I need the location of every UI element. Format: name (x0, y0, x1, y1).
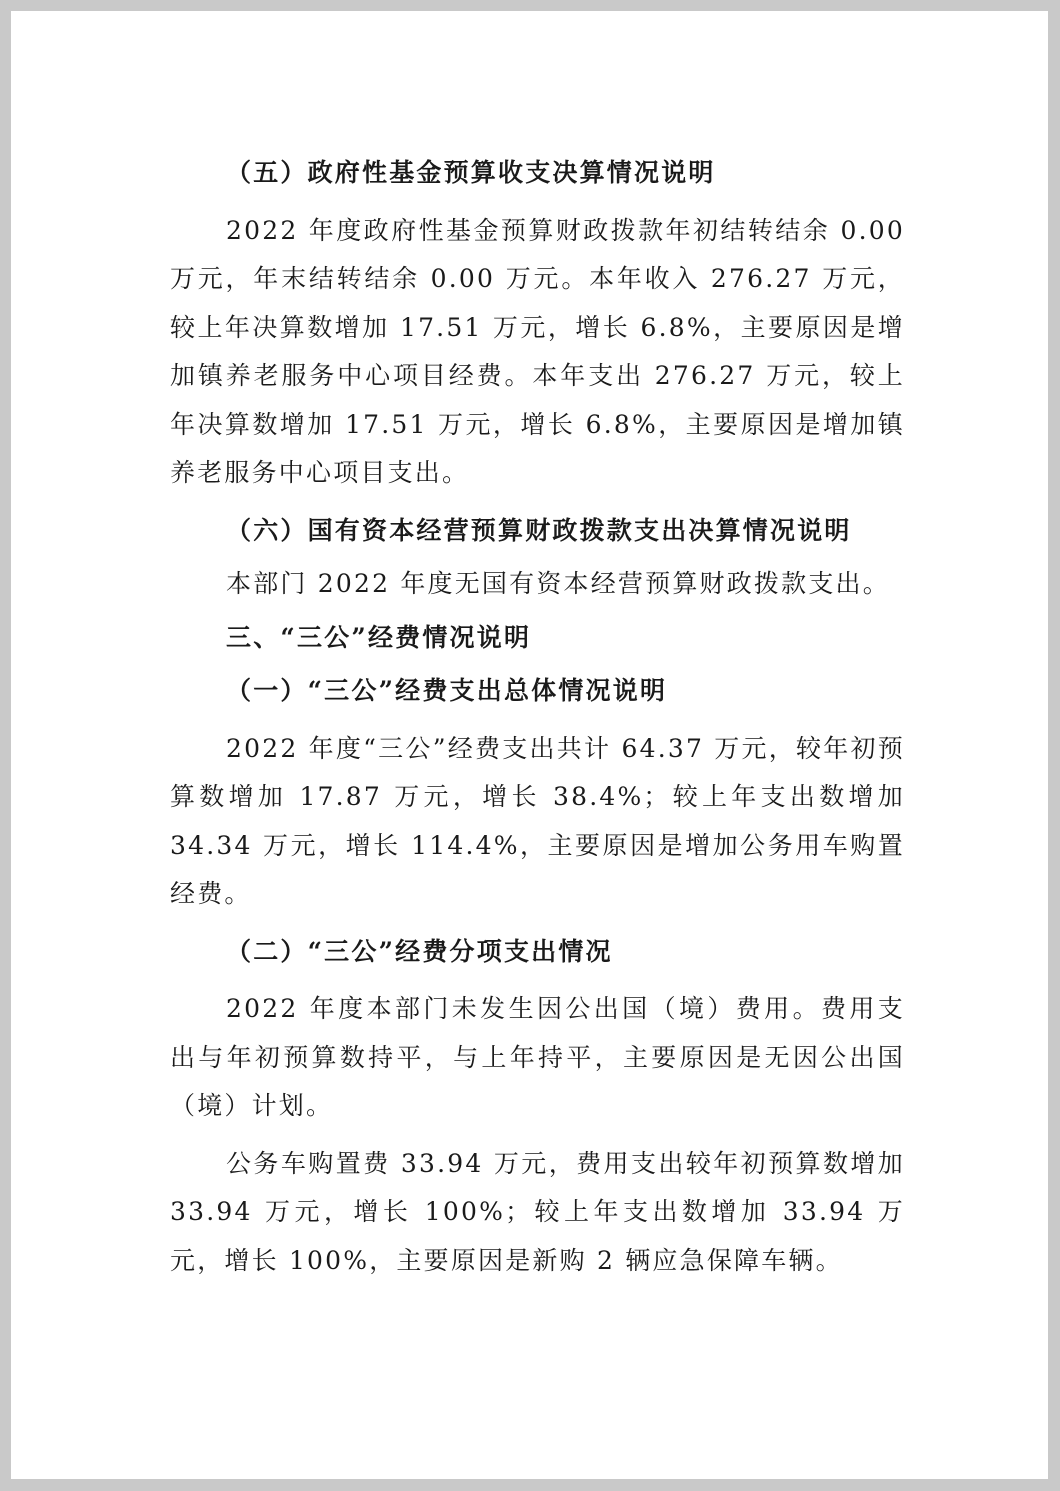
state-capital-paragraph: 本部门 2022 年度无国有资本经营预算财政拨款支出。 (226, 569, 890, 598)
fund-budget-heading: （五）政府性基金预算收支决算情况说明 (226, 158, 716, 187)
three-public-expenses-heading: 三、“三公”经费情况说明 (226, 622, 532, 652)
overall-expenses-paragraph: 2022 年度“三公”经费支出共计 64.37 万元，较年初预算数增加 17.87 万元，增长 38.4%；较上年支出数增加 34.34 万元，增长 114.4%，主要原因是增加公务用车购置经费。 (170, 733, 905, 908)
abroad-expenses-paragraph: 2022 年度本部门未发生因公出国（境）费用。费用支出与年初预算数持平，与上年持平，主要原因是无因公出国（境）计划。 (170, 994, 905, 1120)
document-body (170, 149, 905, 1285)
fund-budget-paragraph: 2022 年度政府性基金预算财政拨款年初结转结余 0.00 万元，年末结转结余 0.00 万元。本年收入 276.27 万元，较上年决算数增加 17.51 万元，增长 6.8%，主要原因是增加镇养老服务中心项目经费。本年支出 276.27 万元，较上年决算数增加 17.51 万元，增长 6.8%，主要原因是增加镇养老服务中心项目支出。 (170, 215, 905, 487)
vehicle-purchase-paragraph: 公务车购置费 33.94 万元，费用支出较年初预算数增加 33.94 万元，增长 100%；较上年支出数增加 33.94 万元，增长 100%，主要原因是新购 2 辆应急保障车辆。 (170, 1148, 905, 1275)
state-capital-heading: （六）国有资本经营预算财政拨款支出决算情况说明 (226, 515, 852, 545)
document-page (11, 11, 1048, 1479)
overall-expenses-heading: （一）“三公”经费支出总体情况说明 (226, 676, 668, 705)
itemized-expenses-heading: （二）“三公”经费分项支出情况 (226, 936, 613, 966)
